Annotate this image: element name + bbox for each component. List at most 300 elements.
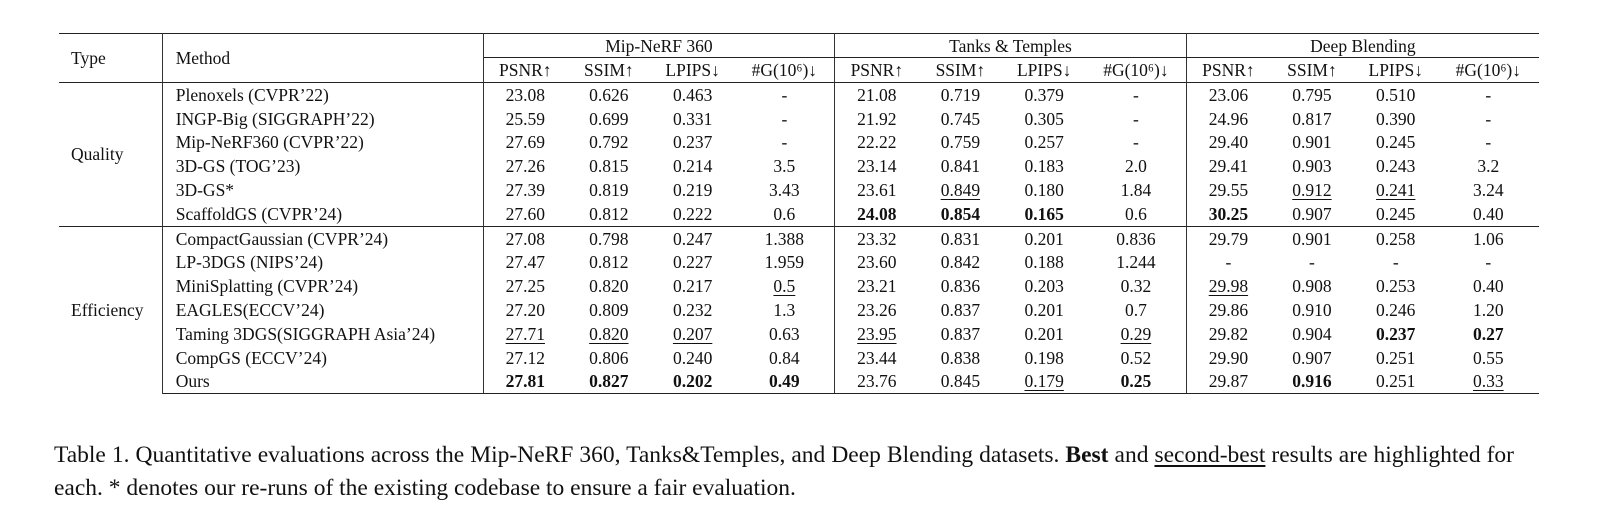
metric-value [651,107,735,131]
metric-value [835,274,919,298]
metric-value-text: 1.20 [1473,300,1504,321]
metric-value [1270,251,1354,275]
metric-value [1086,178,1186,202]
metric-value-text: 0.831 [940,228,981,249]
metric-value [1354,226,1438,250]
metric-value [1186,274,1270,298]
metric-value [1438,274,1539,298]
metric-value-text: - [781,132,788,153]
metric-value [567,226,651,250]
metric-value [1270,370,1354,394]
metric-value [1354,178,1438,202]
metric-value [483,251,567,275]
metric-header: #G(10⁶)↓ [1455,60,1522,80]
metric-value [651,83,735,107]
method-name: EAGLES(ECCV’24) [162,298,483,322]
caption-prefix: Table 1. Quantitative evaluations across the Mip-NeRF 360, Tanks&Temples, and Deep Blending datasets. [54,441,1066,468]
metric-value-text: 0.63 [769,323,800,344]
metric-value-text: 0.841 [940,156,981,177]
metric-header: LPIPS↓ [1368,60,1423,80]
metric-value [735,202,835,226]
metric-value [651,131,735,155]
metric-value [735,131,835,155]
table-row [59,370,1539,394]
metric-value [1438,178,1539,202]
metric-header: SSIM↑ [1287,60,1337,80]
metric-value-text: 2.0 [1124,156,1147,177]
metric-value [1270,298,1354,322]
metric-value-text: 0.907 [1292,203,1332,224]
metric-value [735,83,835,107]
metric-value [835,251,919,275]
metric-value [1186,131,1270,155]
metric-value [1354,346,1438,370]
metric-value-text: 0.232 [672,300,713,321]
metric-value-text: 0.198 [1024,347,1064,368]
metric-value-text: 0.827 [589,371,629,392]
metric-value-text: 0.390 [1376,108,1416,129]
metric-value-text: 0.817 [1292,108,1332,129]
metric-value [1270,154,1354,178]
metric-value-text: 0.219 [672,180,713,201]
metric-value-text: 0.907 [1292,347,1332,368]
metric-value [1002,251,1086,275]
metric-value [567,251,651,275]
method-name: Plenoxels (CVPR’22) [162,83,483,107]
metric-value-text: 27.69 [505,132,545,153]
metric-value-text: 0.237 [1376,323,1416,344]
metric-value [1438,298,1539,322]
metric-value [1086,322,1186,346]
metric-value [567,370,651,394]
metric-value-text: 0.759 [940,132,981,153]
metric-value-text: 0.792 [589,132,629,153]
metric-value-text: - [1309,252,1315,273]
metric-value [1186,83,1270,107]
metric-value-text: 0.849 [940,180,981,201]
metric-value [1186,154,1270,178]
metric-value [918,107,1002,131]
metric-value [1002,107,1086,131]
metric-value [651,274,735,298]
metric-value-text: - [1392,252,1399,273]
metric-value-text: 27.71 [505,323,545,344]
metric-value-text: 23.08 [505,84,545,105]
metric-value [567,131,651,155]
metric-value-text: 0.463 [672,84,713,105]
metric-value-text: 0.49 [769,371,800,392]
method-header: Method [162,34,483,83]
metric-header: SSIM↑ [935,60,986,80]
metric-value-text: 29.40 [1208,132,1249,153]
metric-value [1002,131,1086,155]
metric-value-text: 27.12 [505,347,545,368]
metric-value [483,202,567,226]
metric-value-text: - [781,108,788,129]
metric-value-text: 23.26 [857,300,897,321]
metric-value-text: 0.29 [1120,323,1152,344]
metric-value [1086,131,1186,155]
metric-value-text: 0.837 [940,323,981,344]
metric-value-text: 1.244 [1116,252,1156,273]
metric-value-text: 0.188 [1024,252,1064,273]
metric-value-text: 0.180 [1024,180,1064,201]
metric-value-text: 0.25 [1120,371,1152,392]
metric-header: SSIM↑ [584,60,634,80]
metric-value [1354,83,1438,107]
metric-value-text: 0.809 [589,300,629,321]
metric-value [1270,274,1354,298]
metric-value [567,298,651,322]
metric-value [1354,322,1438,346]
metric-value [1002,178,1086,202]
metric-value-text: 0.217 [672,276,713,297]
metric-value [483,83,567,107]
metric-value-text: 23.61 [857,180,897,201]
metric-value-text: 29.87 [1208,371,1249,392]
metric-header: PSNR↑ [1202,60,1255,80]
metric-value-text: 0.812 [589,252,629,273]
metric-header: PSNR↑ [850,60,904,80]
metric-value-text: 27.47 [505,252,545,273]
metric-value [483,154,567,178]
metric-value [835,370,919,394]
metric-value-text: 0.245 [1376,132,1416,153]
metric-value [835,83,919,107]
metric-value [1002,202,1086,226]
metric-value-text: 0.305 [1024,108,1064,129]
table-row [59,202,1539,226]
metric-value-text: 0.201 [1024,300,1064,321]
metric-value [651,202,735,226]
metric-value-text: 3.5 [773,156,796,177]
metric-value-text: 23.32 [857,228,897,249]
metric-value [1438,131,1539,155]
metric-value-text: 0.201 [1024,228,1064,249]
results-table-container [59,33,1539,394]
caption-suffix: results are highlighted for each. * denotes our re-runs of the existing codebase to ensure a fair evaluation. [54,441,1514,501]
metric-value [1270,83,1354,107]
metric-value-text: 27.60 [505,203,545,224]
metric-value [1354,251,1438,275]
metric-value [567,178,651,202]
metric-value-text: 0.251 [1376,347,1416,368]
metric-value [1270,131,1354,155]
metric-value-text: 0.203 [1024,276,1064,297]
metric-value-text: 3.2 [1477,156,1500,177]
metric-header: #G(10⁶)↓ [735,58,835,83]
metric-value [1086,202,1186,226]
metric-value [918,251,1002,275]
metric-value-text: 21.92 [857,108,897,129]
metric-value [1438,226,1539,250]
metric-header: LPIPS↓ [665,60,720,80]
metric-value-text: 29.98 [1208,276,1249,297]
metric-header: LPIPS↓ [1016,60,1072,80]
metric-value-text: 29.86 [1208,300,1249,321]
metric-value [1186,226,1270,250]
header-row-groups [59,34,1539,58]
metric-value-text: - [1485,252,1492,273]
metric-value-text: 0.626 [589,84,629,105]
section-type-label: Quality [59,83,162,227]
metric-value-text: 0.904 [1292,323,1332,344]
metric-value [1438,202,1539,226]
metric-value-text: 1.959 [764,252,805,273]
metric-value-text: 0.207 [672,323,713,344]
metric-value-text: 0.795 [1292,84,1332,105]
table-row [59,346,1539,370]
metric-value-text: 0.820 [589,323,629,344]
metric-value [483,107,567,131]
metric-value [483,178,567,202]
metric-value [1354,107,1438,131]
metric-value-text: 23.95 [857,323,897,344]
metric-value [483,370,567,394]
metric-value [835,298,919,322]
method-name: Taming 3DGS(SIGGRAPH Asia’24) [162,322,483,346]
table-row [59,83,1539,107]
metric-value-text: 0.901 [1292,132,1332,153]
metric-value-text: 3.43 [769,180,800,201]
metric-value-text: 23.06 [1208,84,1249,105]
table-row [59,274,1539,298]
table-row [59,131,1539,155]
metric-value [1186,322,1270,346]
table-caption [54,439,1514,505]
metric-value [1270,346,1354,370]
caption-and: and [1108,441,1155,468]
metric-value-text: 0.7 [1124,300,1147,321]
metric-value-text: 0.247 [672,228,713,249]
metric-value [735,370,835,394]
metric-value [1002,154,1086,178]
metric-value-text: 0.251 [1376,371,1416,392]
metric-value-text: 0.202 [672,371,713,392]
metric-value-text: 0.916 [1292,371,1332,392]
metric-value [1270,226,1354,250]
metric-value [918,154,1002,178]
metric-value-text: 0.258 [1376,228,1416,249]
method-name: CompactGaussian (CVPR’24) [162,226,483,250]
metric-value-text: 0.845 [940,371,981,392]
metric-value [651,251,735,275]
metric-value-text: 0.812 [589,203,629,224]
metric-value [651,154,735,178]
metric-value [567,154,651,178]
metric-value [918,370,1002,394]
metric-value-text: 0.6 [1124,203,1147,224]
metric-header: #G(10⁶)↓ [1086,58,1186,83]
method-name: ScaffoldGS (CVPR’24) [162,202,483,226]
metric-value [1186,107,1270,131]
metric-value [918,274,1002,298]
method-name: 3D-GS* [162,178,483,202]
metric-value-text: 0.903 [1292,156,1332,177]
metric-value [1354,274,1438,298]
table-row [59,178,1539,202]
metric-value-text: 27.20 [505,300,545,321]
metric-value-text: 27.08 [505,228,545,249]
metric-value-text: 0.910 [1292,300,1332,321]
metric-value [735,107,835,131]
metric-value [1438,346,1539,370]
metric-value-text: 23.21 [857,276,897,297]
metric-value [651,370,735,394]
table-row [59,251,1539,275]
metric-value-text: 3.24 [1473,180,1504,201]
metric-value-text: 27.39 [505,180,545,201]
metric-value [835,178,919,202]
metric-value [1186,178,1270,202]
metric-value-text: 30.25 [1208,203,1249,224]
metric-value-text: 0.798 [589,228,629,249]
table-row [59,226,1539,250]
metric-value-text: 23.76 [857,371,897,392]
metric-value-text: 0.912 [1292,180,1332,201]
method-name: 3D-GS (TOG’23) [162,154,483,178]
metric-value [1186,370,1270,394]
metric-value-text: 0.838 [940,347,981,368]
metric-value-text: - [1225,252,1232,273]
metric-value [1438,322,1539,346]
metric-value [651,178,735,202]
metric-value-text: 24.08 [857,203,897,224]
metric-value-text: 0.837 [940,300,981,321]
metric-value [1002,274,1086,298]
group-header-mipnerf360: Mip-NeRF 360 [483,34,835,58]
metric-value-text: 0.52 [1120,347,1152,368]
metric-value-text: 0.836 [1116,228,1156,249]
metric-value [1354,202,1438,226]
metric-value [835,154,919,178]
metric-value [1086,226,1186,250]
metric-value [835,107,919,131]
metric-value-text: 0.40 [1473,203,1504,224]
metric-value-text: 0.240 [672,347,713,368]
metric-value [1002,346,1086,370]
metric-value [1002,83,1086,107]
metric-value [735,346,835,370]
metric-value [1354,298,1438,322]
metric-value [651,322,735,346]
metric-value [1354,154,1438,178]
metric-value-text: 0.32 [1120,276,1152,297]
metric-value [1186,251,1270,275]
section-type-label: Efficiency [59,226,162,394]
metric-value-text: 29.82 [1208,323,1249,344]
metric-value-text: - [1133,108,1139,129]
metric-header: PSNR↑ [499,60,552,80]
metric-value [918,178,1002,202]
metric-value-text: - [781,84,788,105]
metric-value [483,131,567,155]
metric-value [1002,370,1086,394]
metric-value [835,322,919,346]
metric-value [483,274,567,298]
group-header-tanks-temples: Tanks & Temples [835,34,1187,58]
metric-value-text: 29.55 [1208,180,1249,201]
metric-value [1086,370,1186,394]
metric-value-text: 23.14 [857,156,897,177]
metric-value-text: 0.40 [1473,276,1504,297]
metric-value-text: 22.22 [857,132,897,153]
metric-value [1186,298,1270,322]
metric-value [483,226,567,250]
metric-value [835,202,919,226]
metric-value [735,251,835,275]
metric-value [835,226,919,250]
metric-value [918,298,1002,322]
metric-value [918,202,1002,226]
metric-value [1270,107,1354,131]
metric-value [567,322,651,346]
metric-value [1086,346,1186,370]
metric-value-text: 23.60 [857,252,897,273]
metric-value-text: 0.222 [672,203,713,224]
results-table [59,33,1539,394]
metric-value-text: 27.26 [505,156,545,177]
metric-value [1086,107,1186,131]
metric-value-text: - [1485,108,1492,129]
method-name: LP-3DGS (NIPS’24) [162,251,483,275]
metric-value-text: 0.241 [1376,180,1416,201]
metric-value-text: 0.214 [672,156,713,177]
metric-value-text: 0.854 [940,203,981,224]
table-row [59,107,1539,131]
metric-value-text: 0.55 [1473,347,1504,368]
table-row [59,298,1539,322]
metric-value [1354,131,1438,155]
metric-value-text: 25.59 [505,108,545,129]
table-row [59,322,1539,346]
metric-value-text: 0.699 [589,108,629,129]
metric-value [483,346,567,370]
metric-value-text: 0.165 [1024,203,1064,224]
metric-value [651,298,735,322]
metric-value [835,131,919,155]
metric-value-text: 0.245 [1376,203,1416,224]
metric-value-text: 0.836 [940,276,981,297]
metric-value-text: 0.183 [1024,156,1064,177]
method-name: INGP-Big (SIGGRAPH’22) [162,107,483,131]
metric-value-text: 0.6 [773,203,796,224]
metric-value-text: 0.257 [1024,132,1064,153]
metric-value [567,274,651,298]
metric-value-text: 24.96 [1208,108,1249,129]
method-name: Ours [162,370,483,394]
metric-value-text: 0.331 [672,108,713,129]
metric-value-text: 0.819 [589,180,629,201]
metric-value [918,131,1002,155]
metric-value-text: 29.41 [1208,156,1249,177]
metric-value [1186,202,1270,226]
metric-value [567,346,651,370]
metric-value-text: 0.227 [672,252,713,273]
table-row [59,154,1539,178]
metric-value [1086,298,1186,322]
metric-value-text: - [1485,132,1492,153]
metric-value [1354,370,1438,394]
metric-value [567,83,651,107]
metric-value-text: 0.179 [1024,371,1064,392]
metric-value-text: 29.79 [1208,228,1249,249]
metric-value [735,154,835,178]
metric-value [735,226,835,250]
metric-value [1438,370,1539,394]
metric-value-text: 0.908 [1292,276,1332,297]
group-header-deep-blending: Deep Blending [1186,34,1539,58]
